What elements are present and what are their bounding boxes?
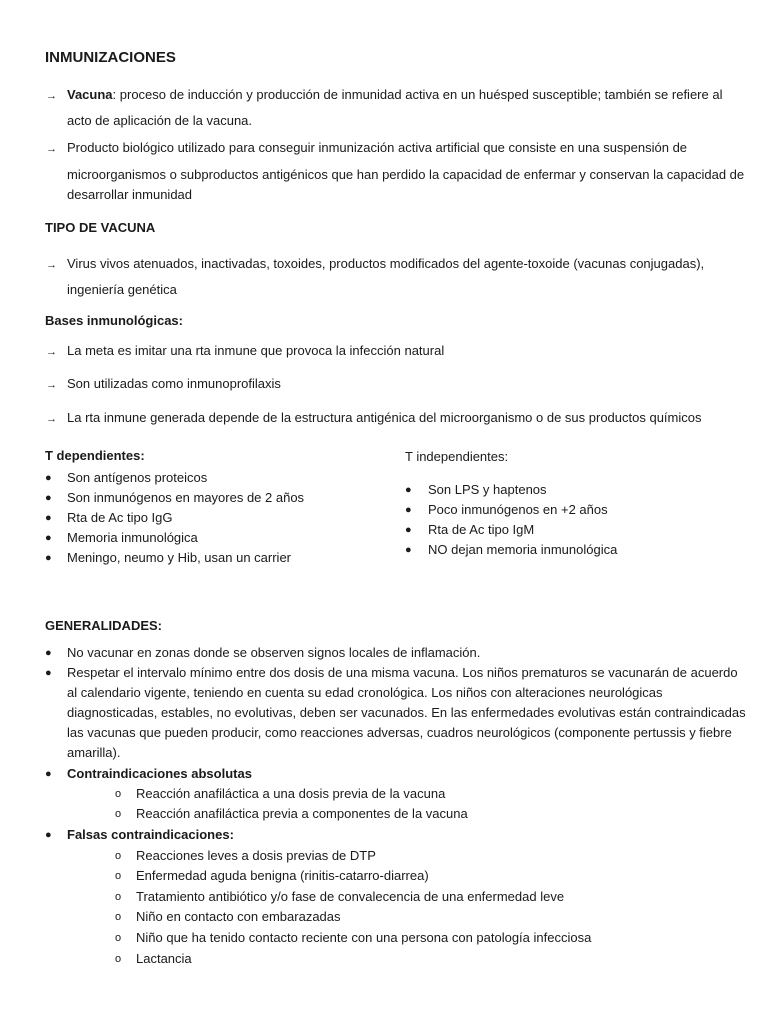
sub-bullet-icon: o	[115, 788, 122, 800]
t-dep-item: Son inmunógenos en mayores de 2 años	[67, 490, 305, 505]
t-dep-item: Rta de Ac tipo IgG	[67, 510, 173, 525]
generalidades-item-line: amarilla).	[67, 745, 121, 760]
falsas-item: Enfermedad aguda benigna (rinitis-catarro-diarrea)	[136, 868, 429, 883]
arrow-icon: →	[46, 346, 57, 358]
bullet-icon: ●	[405, 544, 412, 556]
bullet-icon: ●	[45, 552, 52, 564]
bullet-icon: ●	[405, 524, 412, 536]
bullet-icon: ●	[45, 647, 52, 659]
bases-item: La rta inmune generada depende de la estructura antigénica del microorganismo o de sus productos químicos	[67, 410, 702, 425]
falsas-item: Niño en contacto con embarazadas	[136, 909, 341, 924]
falsas-item: Tratamiento antibiótico y/o fase de convalecencia de una enfermedad leve	[136, 889, 565, 904]
generalidades-item: No vacunar en zonas donde se observen signos locales de inflamación.	[67, 645, 481, 660]
arrow-icon: →	[46, 379, 57, 391]
vacuna-text: : proceso de inducción y producción de inmunidad activa en un huésped susceptible; también se refiere al	[112, 87, 723, 102]
bullet-icon: ●	[405, 504, 412, 516]
sub-bullet-icon: o	[115, 870, 122, 882]
vacuna-definition	[67, 86, 722, 104]
bullet-icon: ●	[45, 829, 52, 841]
falsas-item: Niño que ha tenido contacto reciente con una persona con patología infecciosa	[136, 930, 592, 945]
t-indep-item: Rta de Ac tipo IgM	[428, 522, 535, 537]
generalidades-item-line: al calendario vigente, teniendo en cuenta su edad cronológica. Los niños con alteraciones neurológicas	[67, 685, 663, 700]
bullet-icon: ●	[45, 512, 52, 524]
tipo-line1: Virus vivos atenuados, inactivadas, toxoides, productos modificados del agente-toxoide (vacunas conjugadas),	[67, 256, 705, 271]
falsas-item: Reacciones leves a dosis previas de DTP	[136, 848, 376, 863]
generalidades-heading: GENERALIDADES:	[45, 618, 163, 633]
producto-line3: desarrollar inmunidad	[67, 187, 193, 202]
vacuna-term: Vacuna	[67, 87, 113, 102]
t-dep-item: Meningo, neumo y Hib, usan un carrier	[67, 550, 292, 565]
bullet-icon: ●	[45, 532, 52, 544]
t-independientes-heading: T independientes:	[405, 449, 509, 464]
sub-bullet-icon: o	[115, 932, 122, 944]
arrow-icon: →	[46, 413, 57, 425]
falsas-contraindicaciones-label: Falsas contraindicaciones:	[67, 827, 234, 842]
bases-heading: Bases inmunológicas:	[45, 313, 183, 328]
bases-item: Son utilizadas como inmunoprofilaxis	[67, 376, 281, 391]
bases-item: La meta es imitar una rta inmune que provoca la infección natural	[67, 343, 445, 358]
bullet-icon: ●	[45, 492, 52, 504]
generalidades-item-line: Respetar el intervalo mínimo entre dos dosis de una misma vacuna. Los niños prematuros se vacunarán de acuerdo	[67, 665, 738, 680]
generalidades-item-line: diagnosticadas, estables, no evolutivas, deben ser vacunados. En las enfermedades evolutivas están contraindicadas	[67, 705, 746, 720]
sub-bullet-icon: o	[115, 953, 122, 965]
sub-bullet-icon: o	[115, 891, 122, 903]
arrow-icon: →	[46, 143, 57, 155]
generalidades-item-line: las vacunas que pueden producir, como reacciones adversas, cuadros neurológicos (componente pertussis y fiebre	[67, 725, 732, 740]
contraindicaciones-absolutas-label: Contraindicaciones absolutas	[67, 766, 252, 781]
sub-bullet-icon: o	[115, 850, 122, 862]
arrow-icon: →	[46, 259, 57, 271]
t-dep-item: Memoria inmunológica	[67, 530, 198, 545]
arrow-icon: →	[46, 90, 57, 102]
bullet-icon: ●	[405, 484, 412, 496]
falsas-item: Lactancia	[136, 951, 192, 966]
contra-abs-item: Reacción anafiláctica previa a componentes de la vacuna	[136, 806, 468, 821]
contra-abs-item: Reacción anafiláctica a una dosis previa de la vacuna	[136, 786, 446, 801]
bullet-icon: ●	[45, 768, 52, 780]
t-indep-item: Son LPS y haptenos	[428, 482, 547, 497]
bullet-icon: ●	[45, 472, 52, 484]
t-dependientes-heading: T dependientes:	[45, 448, 145, 463]
sub-bullet-icon: o	[115, 808, 122, 820]
tipo-line2: ingeniería genética	[67, 282, 177, 297]
t-indep-item: NO dejan memoria inmunológica	[428, 542, 618, 557]
bullet-icon: ●	[45, 667, 52, 679]
producto-line2: microorganismos o subproductos antigénicos que han perdido la capacidad de enfermar y conservan la capacidad de	[67, 167, 745, 182]
t-indep-item: Poco inmunógenos en +2 años	[428, 502, 608, 517]
sub-bullet-icon: o	[115, 911, 122, 923]
page-title: INMUNIZACIONES	[45, 49, 176, 66]
vacuna-text-line2: acto de aplicación de la vacuna.	[67, 113, 253, 128]
tipo-heading: TIPO DE VACUNA	[45, 220, 156, 235]
t-dep-item: Son antígenos proteicos	[67, 470, 208, 485]
producto-line1: Producto biológico utilizado para conseguir inmunización activa artificial que consiste en una suspensión de	[67, 140, 688, 155]
